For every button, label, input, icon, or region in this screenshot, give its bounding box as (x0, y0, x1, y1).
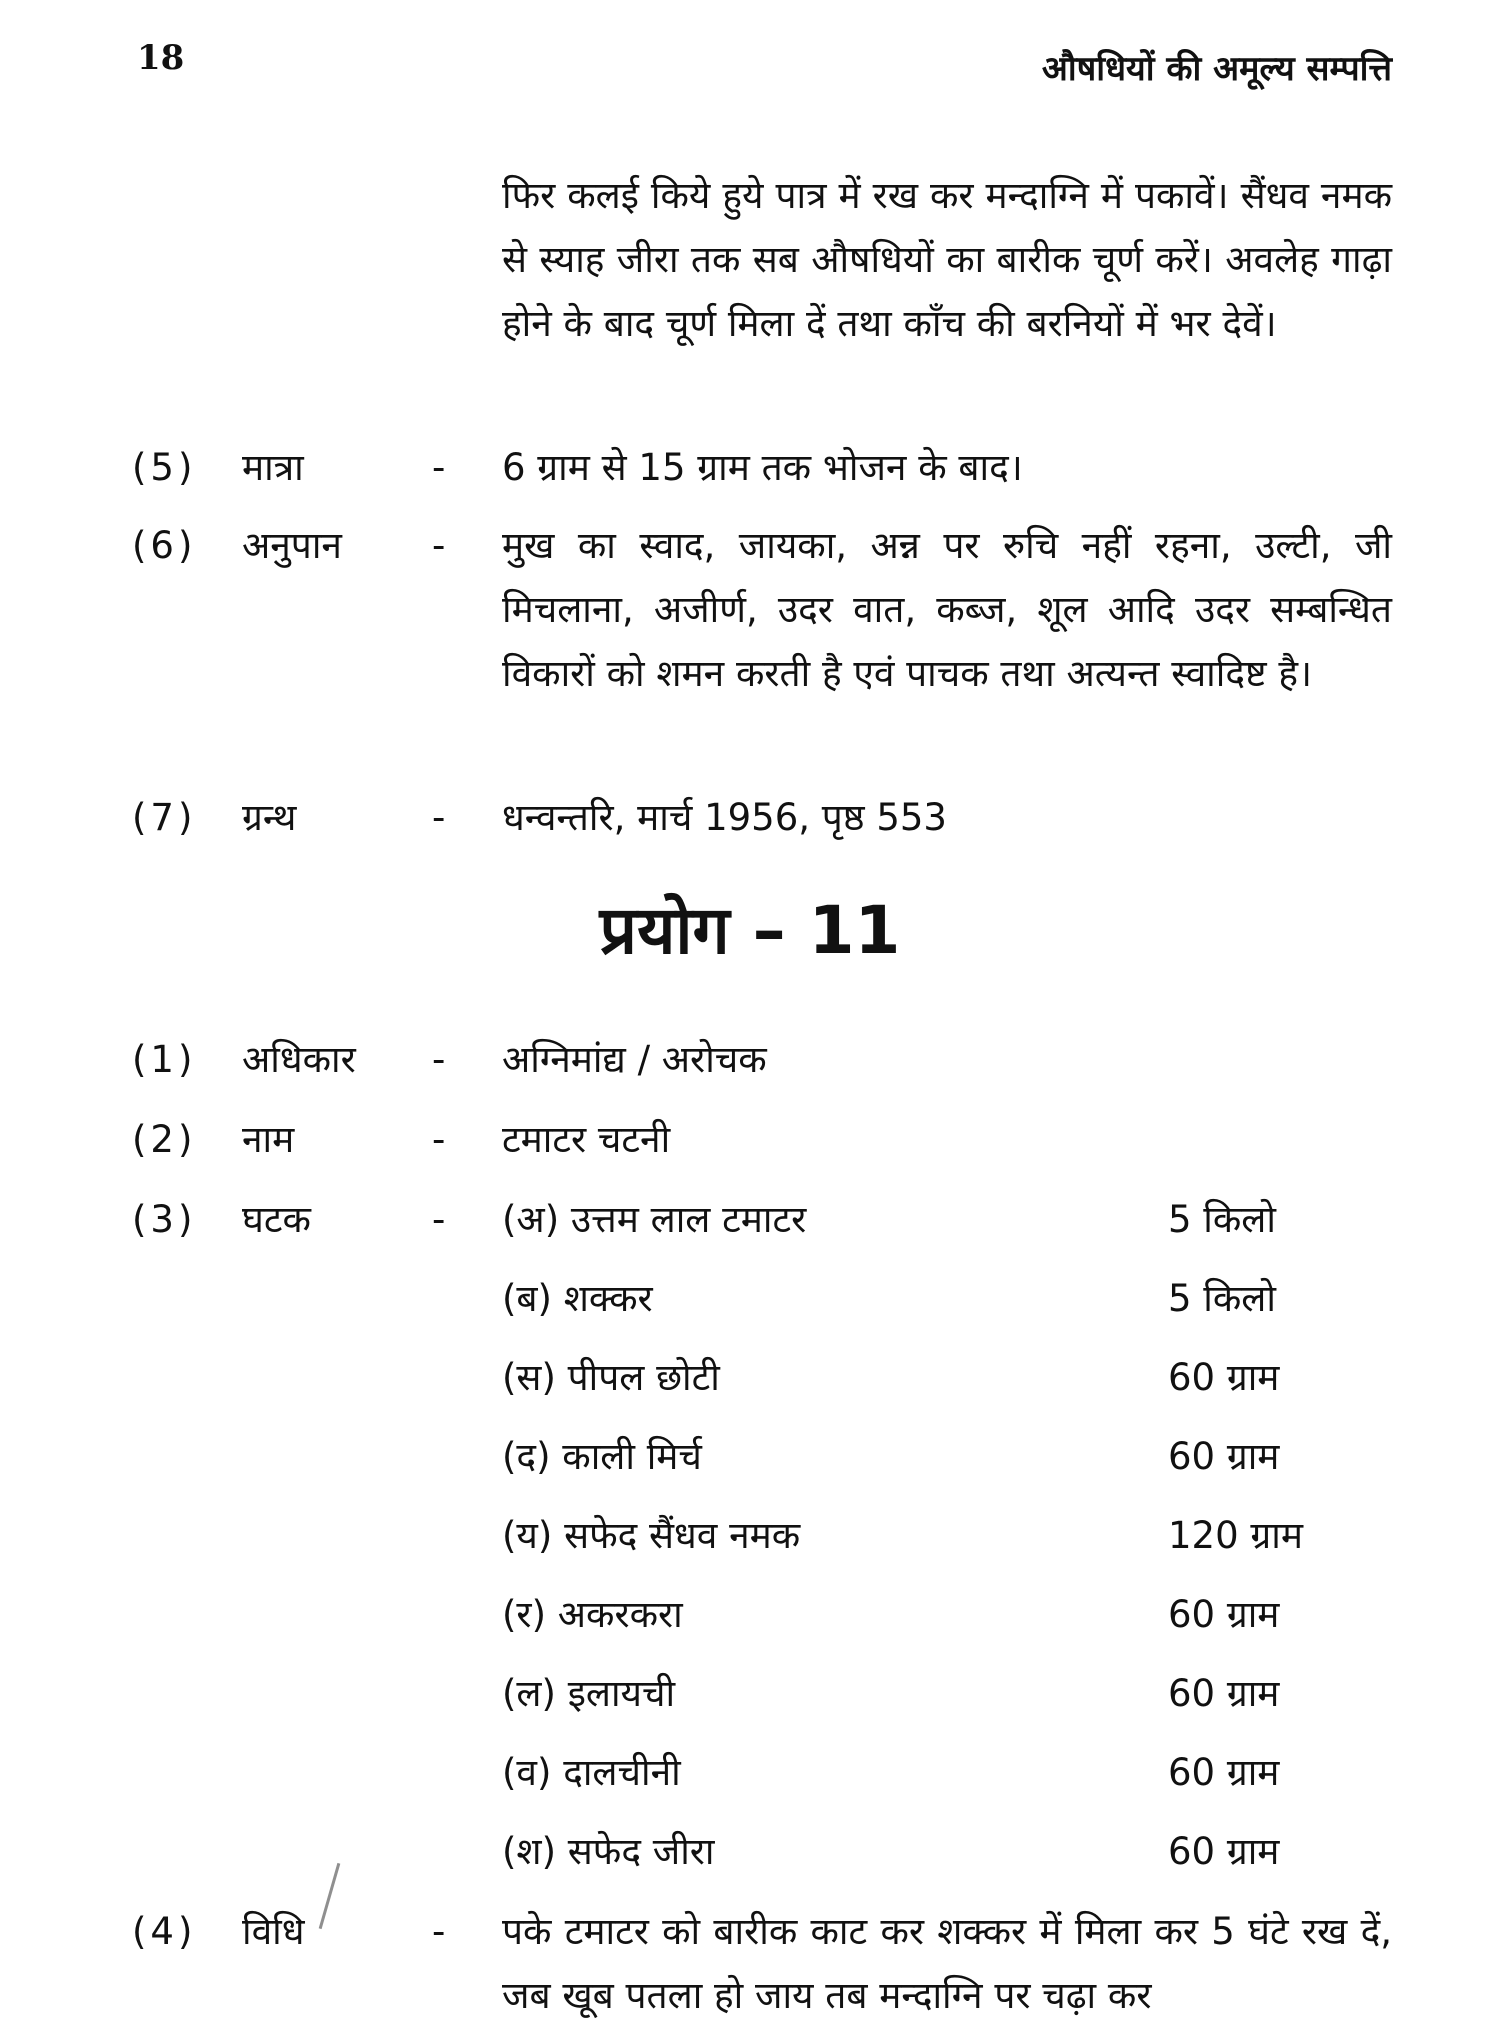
item-text: पके टमाटर को बारीक काट कर शक्कर में मिला कर 5 घंटे रख दें, जब खूब पतला हो जाय तब मन्दाग्नि पर चढ़ा कर (502, 1910, 1392, 2017)
item-number: (5) (132, 446, 197, 489)
ingredient-quantity: 60 ग्राम (1168, 1435, 1280, 1478)
page-number: 18 (137, 38, 185, 78)
ingredient-name: (स) पीपल छोटी (502, 1356, 720, 1399)
item-label: ग्रन्थ (242, 796, 297, 839)
ingredient-quantity: 60 ग्राम (1168, 1672, 1280, 1715)
item-label: अधिकार (242, 1038, 356, 1081)
ingredient-name: (अ) उत्तम लाल टमाटर (502, 1198, 807, 1241)
item-label: नाम (242, 1118, 295, 1161)
ingredient-quantity: 5 किलो (1168, 1277, 1276, 1320)
ingredient-name: (य) सफेद सैंधव नमक (502, 1514, 801, 1557)
ingredient-name: (श) सफेद जीरा (502, 1830, 715, 1873)
paper-scratch-mark (319, 1863, 341, 1929)
item-dash: - (432, 1118, 446, 1161)
item-label: अनुपान (242, 524, 342, 567)
item-number: (4) (132, 1910, 197, 1953)
item-text: मुख का स्वाद, जायका, अन्न पर रुचि नहीं रहना, उल्टी, जी मिचलाना, अजीर्ण, उदर वात, कब्ज, शूल आदि उदर सम्बन्धित विकारों को शमन करती है एवं पाचक तथा अत्यन्त स्वादिष्ट है। (502, 524, 1392, 695)
item-text: धन्वन्तरि, मार्च 1956, पृष्ठ 553 (502, 796, 947, 839)
ingredient-quantity: 60 ग्राम (1168, 1356, 1280, 1399)
item-number: (1) (132, 1038, 197, 1081)
item-dash: - (432, 1910, 446, 1953)
item-label: मात्रा (242, 446, 304, 489)
item-number: (3) (132, 1198, 197, 1241)
intro-paragraph: फिर कलई किये हुये पात्र में रख कर मन्दाग्नि में पकावें। सैंधव नमक से स्याह जीरा तक सब औषधियों का बारीक चूर्ण करें। अवलेह गाढ़ा होने के बाद चूर्ण मिला दें तथा काँच की बरनियों में भर देवें। (502, 174, 1392, 345)
item-label: घटक (242, 1198, 311, 1241)
item-dash: - (432, 524, 446, 567)
item-label: विधि (242, 1910, 305, 1953)
item-number: (2) (132, 1118, 197, 1161)
ingredient-name: (ल) इलायची (502, 1672, 676, 1715)
ingredient-name: (व) दालचीनी (502, 1751, 681, 1794)
item-text: अग्निमांद्य / अरोचक (502, 1038, 767, 1081)
page-header (0, 0, 1500, 110)
ingredient-quantity: 60 ग्राम (1168, 1751, 1280, 1794)
item-text: 6 ग्राम से 15 ग्राम तक भोजन के बाद। (502, 446, 1023, 489)
item-dash: - (432, 1038, 446, 1081)
running-title: औषधियों की अमूल्य सम्पत्ति (1041, 49, 1392, 89)
item-text: टमाटर चटनी (502, 1118, 671, 1161)
item-number: (6) (132, 524, 197, 567)
ingredient-quantity: 60 ग्राम (1168, 1830, 1280, 1873)
ingredient-quantity: 120 ग्राम (1168, 1514, 1303, 1557)
ingredient-name: (ब) शक्कर (502, 1277, 653, 1320)
ingredient-quantity: 60 ग्राम (1168, 1593, 1280, 1636)
ingredient-name: (र) अकरकरा (502, 1593, 683, 1636)
item-dash: - (432, 1198, 446, 1241)
section-heading: प्रयोग – 11 (599, 892, 901, 969)
ingredient-name: (द) काली मिर्च (502, 1435, 702, 1478)
item-number: (7) (132, 796, 197, 839)
item-dash: - (432, 796, 446, 839)
item-dash: - (432, 446, 446, 489)
ingredient-quantity: 5 किलो (1168, 1198, 1276, 1241)
